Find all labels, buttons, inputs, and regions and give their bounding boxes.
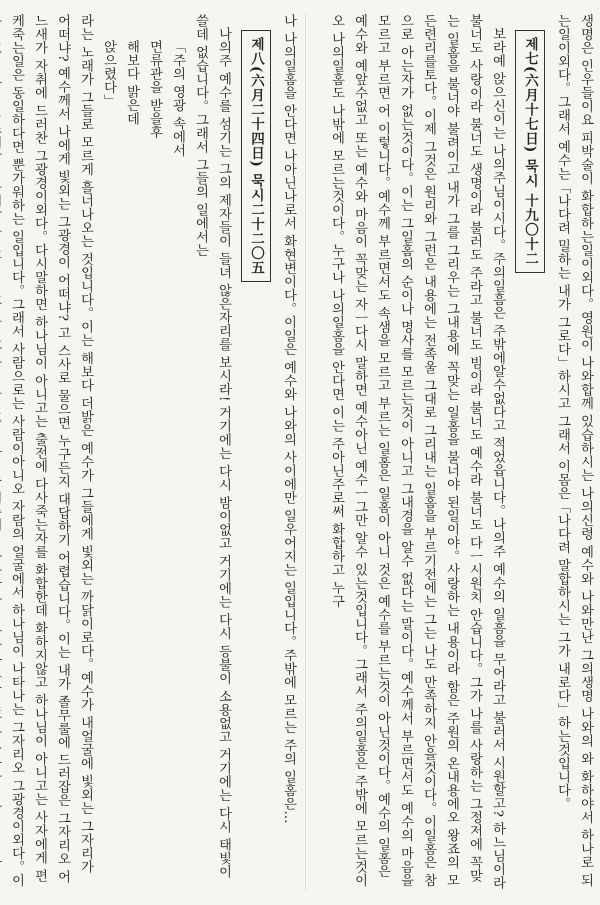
paragraph-glory: 라는 노래가 그들로 모르게 흘너나오는 것입니다。이는 해보다 더밝은 예수가 그들에게 빛외는 까닭이로다。예수가 내얼굴에 빛외는 그자리가 어떠냐? 예수께서 나에게 빛외는 그광경이 어떠냐? 고 스사로 물으면 누구든지 대답하기 어렵습니다。이는 내가 졸무룰에 드러잡은 그자리오 어느새가 자취에 드러찬 그광경이외다。다시말하면 하나님이 아니고는 출전에 다사죽는자를 화합한데 화하지않고 하나님이 아니고는 사자에게 편케죽는일은 동일하다면 뿐가워하는 일입니다。그래서 사람으로는 사람이아니오 자람의 얼굴에서 하나님이 나타나는 그자리오 그광경이외다。이 [9,14,93,887]
section-heading-seven: 제七(六月十七日) 묵시 十九〇十二 [515,30,545,273]
hymn-line-4: 앉으렸다」 [101,40,116,108]
hymn-line-2: 면류관을 받을후 [147,40,162,139]
section-heading-eight: 제八(六月二十四日) 묵시二十二〇五 [241,30,271,282]
paragraph-name-of-lord: 보라예 앉으신이는 나의주님이시다。주의일흠은 주밖에알수없다고 적었읍니다。나의주 예수의 일흠을 무어라고 불러서 시원할고? 하느님이라 불너도 사랑이라 불너도 생명이라 불러도 주라고 불너도 빔이라 불너도 예수라 불너도 다ㅡ시원치 안습니다。그가 나를 사랑하는 그정저에 꼭맞는 일홈을 불너야 불려이고 내가 그를 그리우는 그내용에 꼭맞는 일홈을 불너야 된일이야。사랑하는 내용이라 함은 주원의 온내용에오 왕죠의 모든련리를토다。이제 그것은 원리와 그런은 내용에는 전족울 그대로 그리내는 일홈을 부르기전에는 그는 나도 만족하지 안을것이다。이일홈은 참으로 아는자가 없는것이다。이는 그일홈의 순이나 명사를 모르는것이 아니고 그내경을 알수 없다는 말이다。예수께서 부르면서도 예수의 마음을 모르고 부르면 어 이렇니다。예수께 부르면서도 속샘을 모르고 부르는 일홈은 일홈이 아니 것은 예수를 부르는것이 아닌것이다。예수의 일홈은 예수와 예앞수없고 또는 예수와 마음이 꼭맞는 자ㅡ다시 말하면 예수아닌 예수ㅡ그만 알수 있는것입니다。그래서 주의일홈은 주밖에 모르는것이오 나의일홈도 나밖에 모르는것이다。누구나 나의일홈을 안다면 이는 주아닌주로써 화합하고 누구 [329,14,505,890]
left-text-column [8,14,300,891]
paragraph-life: 생명은 인우들이요 피박술이 화합하는일이외다。영원이 나와합께 있습하시는 나의신령 예수와 나와만난 그의생명 나와의 와 화하야서 하나로 되는일이외다。그래서 예수는「나다려 밀하는 내가 그로다」하시고 그래서 이몸은「나다려 말합하시는 그가 내로다」하는것입니다。 [555,14,593,887]
hymn-line-3: 해보다 밝은데 [124,40,139,126]
column-divider [305,14,306,891]
paragraph-disciples: 나의주 예수를 섬기는 그의 제자들이 들녀 않은자리를 보시라! 거기에는 다시 밤이없고 거기에는 다시 등불이 소용없고 거기에는 다시 태빛이 쓸데 없습니다。그래서 그들의 일에서는 [193,14,231,879]
hymn-line-1: 「주의 영광 속에서 [170,40,185,157]
paragraph-name-continued: 나 나의일홈을 안다면 나아닌나로서 화현변이다。이일은 예수와 나와의 사이에만 일우어지는 일입니다。주밖에 모르는 주의 일홈은… [281,14,296,824]
right-text-column [315,14,597,891]
